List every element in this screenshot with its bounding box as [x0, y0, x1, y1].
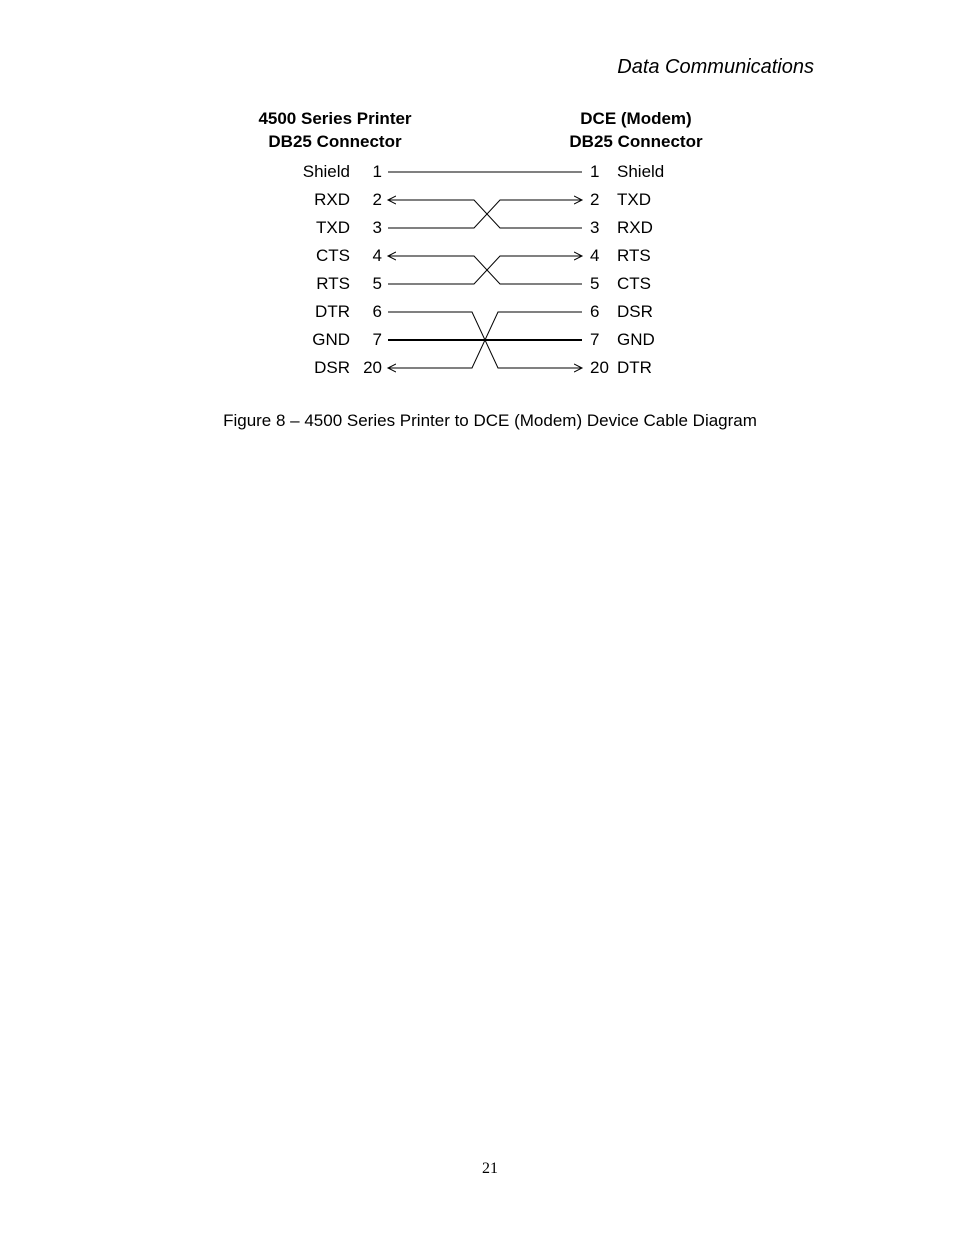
- right-signal-label: CTS: [617, 274, 651, 293]
- right-signal-label: RTS: [617, 246, 651, 265]
- page-number: 21: [482, 1160, 498, 1177]
- left-pin-number: 1: [372, 162, 382, 181]
- wire-rts-cts-b: [388, 256, 582, 284]
- left-pin-number: 2: [372, 190, 382, 209]
- left-signal-label: TXD: [316, 218, 350, 237]
- right-pin-number: 4: [590, 246, 600, 265]
- left-signal-label: GND: [312, 330, 350, 349]
- left-heading-line-2: DB25 Connector: [268, 132, 402, 151]
- left-signal-label: DSR: [314, 358, 350, 377]
- right-signal-label: Shield: [617, 162, 665, 181]
- left-signal-label: RXD: [314, 190, 350, 209]
- right-pin-number: 7: [590, 330, 600, 349]
- left-pin-number: 6: [372, 302, 382, 321]
- left-pin-number: 20: [363, 358, 382, 377]
- right-pin-number: 1: [590, 162, 600, 181]
- right-heading-line-1: DCE (Modem): [580, 109, 692, 128]
- left-signal-label: DTR: [315, 302, 350, 321]
- right-signal-label: TXD: [617, 190, 651, 209]
- right-signal-label: GND: [617, 330, 655, 349]
- right-pin-number: 2: [590, 190, 600, 209]
- wire-rts-cts-a: [388, 256, 582, 284]
- right-signal-label: DSR: [617, 302, 653, 321]
- wire-txd-to-rxd-right: [388, 200, 582, 228]
- right-pin-number: 20: [590, 358, 609, 377]
- right-signal-label: DTR: [617, 358, 652, 377]
- right-pin-number: 6: [590, 302, 600, 321]
- left-pin-number: 5: [372, 274, 382, 293]
- left-signal-label: Shield: [302, 162, 350, 181]
- left-pin-number: 7: [372, 330, 382, 349]
- right-pin-number: 5: [590, 274, 600, 293]
- figure-caption: Figure 8 – 4500 Series Printer to DCE (Modem) Device Cable Diagram: [223, 411, 757, 430]
- running-header: Data Communications: [617, 56, 814, 78]
- wire-txd-to-rxd-left: [388, 200, 582, 228]
- left-signal-label: CTS: [316, 246, 350, 265]
- right-pin-number: 3: [590, 218, 600, 237]
- left-signal-label: RTS: [316, 274, 350, 293]
- left-pin-number: 3: [372, 218, 382, 237]
- right-heading-line-2: DB25 Connector: [569, 132, 703, 151]
- right-signal-label: RXD: [617, 218, 653, 237]
- left-heading-line-1: 4500 Series Printer: [258, 109, 412, 128]
- wiring-diagram: [0, 0, 954, 440]
- left-pin-number: 4: [372, 246, 382, 265]
